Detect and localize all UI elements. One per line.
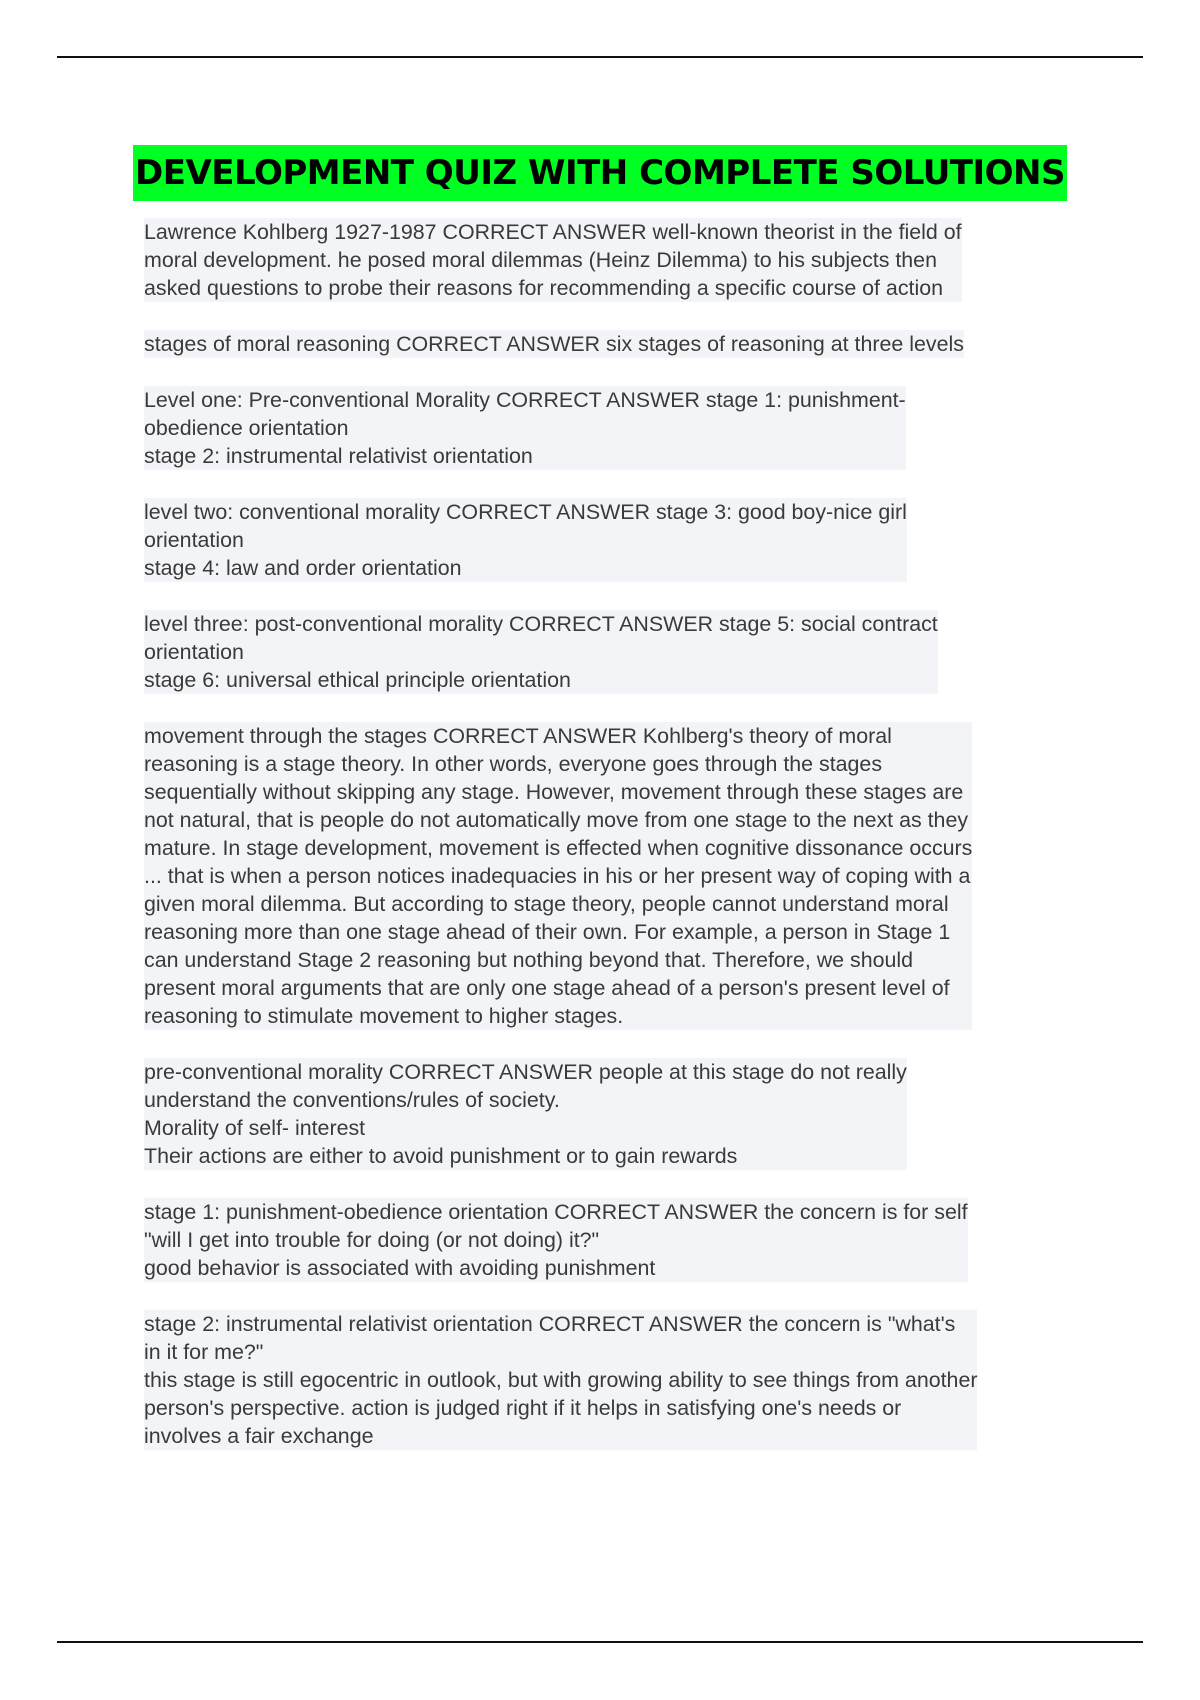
qa-text-line: not natural, that is people do not automatically move from one stage to the next as they xyxy=(144,808,969,832)
qa-text-line: mature. In stage development, movement is effected when cognitive dissonance occurs xyxy=(144,836,973,860)
qa-text-line: given moral dilemma. But according to stage theory, people cannot understand moral xyxy=(144,892,949,916)
qa-text-line: level two: conventional morality CORRECT ANSWER stage 3: good boy-nice girl xyxy=(144,500,907,524)
qa-text-line: Morality of self- interest xyxy=(144,1116,366,1140)
qa-text-line: involves a fair exchange xyxy=(144,1424,374,1448)
qa-text-line: sequentially without skipping any stage. However, movement through these stages are xyxy=(144,780,964,804)
qa-text-line: ... that is when a person notices inadequacies in his or her present way of coping with a xyxy=(144,864,971,888)
qa-text-line: Level one: Pre-conventional Morality CORRECT ANSWER stage 1: punishment- xyxy=(144,388,906,412)
qa-entry xyxy=(144,386,906,470)
qa-text-line: good behavior is associated with avoiding punishment xyxy=(144,1256,656,1280)
qa-text-line: in it for me?" xyxy=(144,1340,264,1364)
qa-text-line: reasoning is a stage theory. In other words, everyone goes through the stages xyxy=(144,752,883,776)
qa-text-line: Lawrence Kohlberg 1927-1987 CORRECT ANSWER well-known theorist in the field of xyxy=(144,220,962,244)
qa-text-line: this stage is still egocentric in outlook, but with growing ability to see things from another xyxy=(144,1368,978,1392)
qa-text-line: stage 2: instrumental relativist orientation CORRECT ANSWER the concern is "what's xyxy=(144,1312,956,1336)
qa-entry xyxy=(144,1058,907,1170)
qa-text-line: moral development. he posed moral dilemmas (Heinz Dilemma) to his subjects then xyxy=(144,248,937,272)
qa-text-line: "will I get into trouble for doing (or not doing) it?" xyxy=(144,1228,600,1252)
qa-text-line: stage 6: universal ethical principle orientation xyxy=(144,668,571,692)
qa-text-line: Their actions are either to avoid punishment or to gain rewards xyxy=(144,1144,738,1168)
document-title: DEVELOPMENT QUIZ WITH COMPLETE SOLUTIONS xyxy=(133,145,1067,201)
qa-entry xyxy=(144,610,938,694)
qa-entry xyxy=(144,218,962,302)
qa-text-line: level three: post-conventional morality CORRECT ANSWER stage 5: social contract xyxy=(144,612,938,636)
qa-text-line: can understand Stage 2 reasoning but nothing beyond that. Therefore, we should xyxy=(144,948,914,972)
title-container xyxy=(0,145,1200,201)
qa-text-line: stage 4: law and order orientation xyxy=(144,556,462,580)
qa-text-line: present moral arguments that are only one stage ahead of a person's present level of xyxy=(144,976,950,1000)
qa-entry xyxy=(144,330,964,358)
qa-entry xyxy=(144,498,907,582)
qa-text-line: stage 1: punishment-obedience orientation CORRECT ANSWER the concern is for self xyxy=(144,1200,968,1224)
qa-text-line: stage 2: instrumental relativist orientation xyxy=(144,444,533,468)
qa-text-line: orientation xyxy=(144,528,244,552)
qa-text-line: pre-conventional morality CORRECT ANSWER people at this stage do not really xyxy=(144,1060,907,1084)
qa-text-line: person's perspective. action is judged right if it helps in satisfying one's needs or xyxy=(144,1396,902,1420)
qa-text-line: reasoning more than one stage ahead of their own. For example, a person in Stage 1 xyxy=(144,920,951,944)
qa-text-line: orientation xyxy=(144,640,244,664)
top-rule xyxy=(57,56,1143,58)
qa-text-line: obedience orientation xyxy=(144,416,349,440)
qa-text-line: reasoning to stimulate movement to higher stages. xyxy=(144,1004,624,1028)
qa-text-line: stages of moral reasoning CORRECT ANSWER six stages of reasoning at three levels xyxy=(144,332,964,356)
qa-entry xyxy=(144,1198,968,1282)
qa-entry xyxy=(144,722,972,1030)
bottom-rule xyxy=(57,1641,1143,1643)
document-body xyxy=(144,218,1094,1478)
qa-entry xyxy=(144,1310,977,1450)
qa-text-line: movement through the stages CORRECT ANSWER Kohlberg's theory of moral xyxy=(144,724,892,748)
qa-text-line: asked questions to probe their reasons for recommending a specific course of action xyxy=(144,276,944,300)
qa-text-line: understand the conventions/rules of society. xyxy=(144,1088,560,1112)
